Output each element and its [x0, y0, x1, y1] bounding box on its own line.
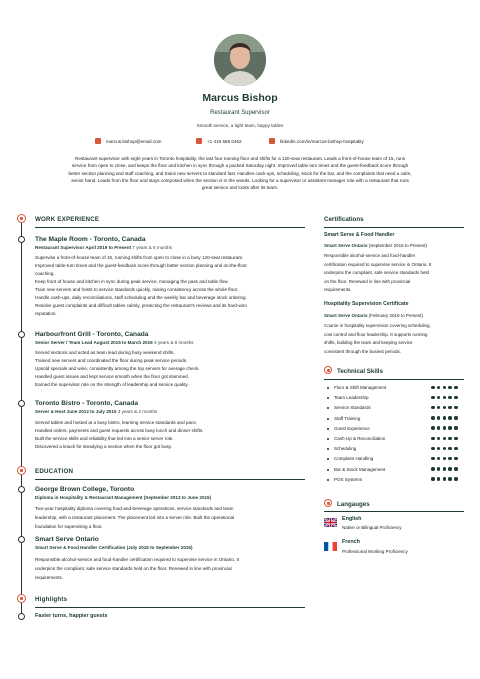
skill-row: [324, 416, 464, 426]
skill-row: [324, 395, 464, 405]
uk-flag-icon: [324, 518, 337, 527]
rating-dot: [448, 386, 452, 390]
bullet-icon: [327, 428, 329, 430]
language-level: Native or Bilingual Proficiency: [342, 525, 402, 530]
skill-name: Bar & Stock Management: [334, 466, 386, 472]
section-title-highlights: Highlights: [35, 596, 68, 603]
section-divider: [324, 379, 464, 380]
rating-dot: [448, 437, 452, 441]
description-line: Earned the supervisor role on the strength of leadership and service quality.: [35, 381, 189, 387]
rating-dot: [437, 467, 441, 471]
section-title-experience: WORK EXPERIENCE: [35, 216, 100, 223]
rating-dot: [454, 477, 458, 481]
school-title: George Brown College, Toronto: [35, 486, 135, 493]
bullet-icon: [327, 397, 329, 399]
job-role-dates: Server & Host June 2012 to July 2015: [35, 409, 117, 414]
description-line: Responsible alcohol-service and food-handler certification required to supervise service in Ontario. It: [35, 557, 240, 562]
job-duration: 7 years & 5 months: [132, 245, 172, 250]
rating-dot: [443, 426, 447, 430]
rating-dot: [443, 457, 447, 461]
rating-dot: [437, 447, 441, 451]
professional-summary: [24, 155, 456, 191]
linkedin-icon: [269, 138, 275, 144]
description-line: certification required to supervise service in Ontario. It: [324, 261, 432, 267]
rating-dot: [443, 447, 447, 451]
language-level: Professional Working Proficiency: [342, 549, 408, 554]
rating-dot: [437, 386, 441, 390]
rating-dot: [437, 416, 441, 420]
job-subtitle: [35, 409, 157, 414]
rating-dot: [448, 447, 452, 451]
description-line: foundation for supervising a floor.: [35, 523, 103, 529]
certification-description: [324, 322, 462, 356]
skill-name: Service Standards: [334, 405, 371, 411]
certification-dates: (September 2015 to Present): [368, 243, 427, 248]
summary-line: better section planning and staff coaching, and trains new servers to standard fast. Handles cash-ups, scheduling, stock for the bar, and the complaints that need a calm,: [68, 170, 412, 176]
description-line: Supervise a front-of-house team of 15, running shifts from open to close in a busy 120-seat restaurant.: [35, 255, 244, 260]
rating-dot: [431, 426, 435, 430]
bullet-icon: [327, 438, 329, 440]
rating-dot: [448, 426, 452, 430]
rating-dot: [443, 467, 447, 471]
section-divider: [35, 607, 305, 608]
tools-icon: [324, 366, 332, 374]
rating-dot: [431, 447, 435, 451]
skill-level-rating: [431, 457, 458, 461]
description-line: shifts, building the team and keeping service: [324, 340, 413, 345]
contact-email[interactable]: [95, 138, 161, 144]
timeline-dot: [18, 236, 25, 243]
certification-title: Hospitality Supervision Certificate: [324, 301, 409, 307]
rating-dot: [454, 396, 458, 400]
degree-subtitle: Smart Serve & Food Handler Certification (July 2015 to September 2015): [35, 545, 193, 550]
timeline-dot: [18, 613, 25, 620]
candidate-tagline: Smooth service, a tight team, happy tables: [196, 123, 284, 128]
bullet-icon: [327, 418, 329, 420]
section-divider: [324, 227, 464, 228]
skill-row: [324, 426, 464, 436]
description-line: coaching.: [35, 270, 55, 276]
description-line: Handle cash-ups, daily reconciliations, staff scheduling and the weekly bar and beverage stock ordering.: [35, 294, 247, 300]
skill-name: Staff Training: [334, 415, 361, 421]
description-line: Responsible alcohol-service and food-handler: [324, 253, 416, 258]
skill-name: Guest Experience: [334, 425, 370, 431]
description-line: Handled orders, payments and guest requests across busy lunch and dinner shifts.: [35, 427, 204, 433]
rating-dot: [431, 386, 435, 390]
bullet-icon: [327, 407, 329, 409]
rating-dot: [431, 437, 435, 441]
ribbon-icon: [17, 594, 26, 603]
skill-name: Complaint Handling: [334, 456, 374, 462]
skill-name: POS Systems: [334, 476, 363, 482]
rating-dot: [431, 396, 435, 400]
education-description: [35, 556, 305, 582]
email-text: marcus.bishop@email.com: [106, 138, 162, 144]
job-subtitle: [35, 340, 194, 345]
rating-dot: [431, 416, 435, 420]
rating-dot: [448, 477, 452, 481]
education-description: [35, 505, 305, 531]
description-line: Built the service skills and reliability that led into a senior server role.: [35, 435, 174, 441]
language-name: English: [342, 516, 362, 522]
skill-row: [324, 405, 464, 415]
rating-dot: [454, 386, 458, 390]
job-duration: 3 years & 2 months: [117, 409, 158, 414]
job-description: [35, 254, 305, 318]
certification-org: Smart Serve Ontario: [324, 243, 368, 248]
section-title-education: EDUCATION: [35, 468, 74, 475]
rating-dot: [448, 406, 452, 410]
description-line: requirements.: [324, 287, 352, 292]
description-line: Resolve guest complaints and difficult tables calmly, protecting the restaurant's reviews and its hard-won: [35, 302, 247, 308]
description-line: underpins the compliant, safe service standards held: [324, 270, 430, 275]
summary-line: service from open to close, and keeps the floor and kitchen in sync through a packed Saturday night. Improved table turn times and the guest-feedback score through: [71, 163, 409, 169]
timeline-line: [21, 218, 22, 618]
rating-dot: [454, 467, 458, 471]
timeline-dot: [18, 536, 25, 543]
summary-line: senior hand. Leads from the floor and stays composed when the section is in the weeds. Looking for a supervisor or assistant-manager role with a restaurant that runs: [71, 177, 409, 183]
section-title-languages: Langauges: [337, 501, 370, 508]
highlight-item: Faster turns, happier guests: [35, 613, 108, 619]
description-line: requirements.: [35, 574, 64, 580]
description-line: cost control and floor leadership. It supports running: [324, 331, 428, 337]
section-title-skills: Technical Skills: [337, 368, 383, 375]
job-role-dates: Senior Server / Team Lead August 2015 to March 2019: [35, 340, 153, 345]
rating-dot: [448, 396, 452, 400]
description-line: Trained new servers and coordinated the floor during peak service periods.: [35, 357, 188, 363]
job-role-dates: Restaurant Supervisor April 2019 to Present: [35, 245, 132, 250]
rating-dot: [454, 416, 458, 420]
rating-dot: [431, 477, 435, 481]
description-line: leadership, with a restaurant placement. The placement led into a server role. Built the operational: [35, 514, 235, 520]
rating-dot: [448, 457, 452, 461]
summary-line: great service and looks after its team.: [201, 185, 279, 191]
rating-dot: [448, 416, 452, 420]
skill-row: [324, 467, 464, 477]
phone-icon: [196, 138, 202, 144]
skill-level-rating: [431, 386, 458, 390]
description-line: Two-year hospitality diploma covering food-and-beverage operations, service standards and team: [35, 506, 234, 511]
rating-dot: [454, 437, 458, 441]
certification-meta: [324, 243, 427, 248]
rating-dot: [437, 406, 441, 410]
bullet-icon: [327, 387, 329, 389]
candidate-role: Restaurant Supervisor: [210, 110, 270, 116]
rating-dot: [437, 437, 441, 441]
school-title: Smart Serve Ontario: [35, 536, 99, 543]
skill-level-rating: [431, 467, 458, 471]
rating-dot: [437, 457, 441, 461]
candidate-name: Marcus Bishop: [202, 92, 278, 104]
description-line: Served tables and hosted at a busy bistro, learning service standards and pace.: [35, 420, 198, 425]
skill-name: Scheduling: [334, 446, 357, 452]
certification-meta: [324, 313, 423, 318]
language-name: French: [342, 539, 360, 545]
job-description: [35, 349, 305, 389]
timeline-dot: [18, 486, 25, 493]
description-line: underpins the compliant, safe service standards held on the floor. Renewed in line with provincial: [35, 565, 232, 571]
contact-linkedin[interactable]: [269, 138, 364, 144]
description-line: Keep front of house and kitchen in sync during peak service, managing the pass and table flow.: [35, 278, 229, 284]
rating-dot: [437, 477, 441, 481]
skill-row: [324, 456, 464, 466]
skill-row: [324, 477, 464, 487]
rating-dot: [431, 406, 435, 410]
certification-dates: (February 2019 to Present): [368, 313, 423, 318]
section-divider: [35, 479, 305, 480]
skill-level-rating: [431, 477, 458, 481]
rating-dot: [454, 406, 458, 410]
skill-name: Team Leadership: [334, 395, 369, 401]
rating-dot: [431, 467, 435, 471]
skill-row: [324, 385, 464, 395]
section-divider: [35, 227, 305, 228]
rating-dot: [443, 416, 447, 420]
description-line: Handled guest issues and kept service smooth when the floor got slammed.: [35, 373, 189, 379]
skill-name: Floor & Shift Management: [334, 385, 387, 390]
job-duration: 3 years & 8 months: [153, 340, 194, 345]
skill-level-rating: [431, 416, 458, 420]
description-line: Served sections and acted as team lead during busy weekend shifts.: [35, 350, 175, 355]
linkedin-text: linkedin.com/in/marcus-bishop-hospitality: [280, 138, 364, 144]
description-line: Upsold specials and wine, consistently among the top servers for average check.: [35, 365, 200, 371]
rating-dot: [443, 396, 447, 400]
rating-dot: [443, 406, 447, 410]
rating-dot: [448, 467, 452, 471]
job-title: Toronto Bistro - Toronto, Canada: [35, 400, 139, 407]
rating-dot: [437, 396, 441, 400]
rating-dot: [443, 386, 447, 390]
description-line: Train new servers and hosts to service standards quickly, raising consistency across the whole floor.: [35, 286, 239, 292]
email-icon: [95, 138, 101, 144]
skill-row: [324, 436, 464, 446]
description-line: Course in hospitality supervision covering scheduling,: [324, 323, 431, 328]
skill-name: Cash-Up & Reconciliation: [334, 436, 386, 441]
profile-photo: [214, 34, 266, 86]
phone-text: +1 416 555 0462: [207, 138, 242, 144]
rating-dot: [454, 447, 458, 451]
certification-title: Smart Serve & Food Handler: [324, 232, 395, 238]
globe-icon: [324, 499, 332, 507]
skill-row: [324, 446, 464, 456]
skill-level-rating: [431, 396, 458, 400]
bullet-icon: [327, 448, 329, 450]
skill-level-rating: [431, 406, 458, 410]
description-line: consistent through the busiest periods.: [324, 348, 402, 354]
description-line: Improved table-turn times and the guest-feedback score through better section planning and on-the-floor: [35, 262, 247, 268]
rating-dot: [443, 437, 447, 441]
contact-phone[interactable]: [196, 138, 242, 144]
certification-description: [324, 252, 462, 295]
section-divider: [324, 511, 464, 512]
certification-org: Smart Serve Ontario: [324, 313, 368, 318]
bullet-icon: [327, 469, 329, 471]
job-description: [35, 419, 305, 451]
summary-line: Restaurant supervisor with eight years in Toronto hospitality, the last four running floor and shifts for a 120-seat restaurant. Leads a front-of-house team of 15, runs: [75, 156, 405, 161]
degree-subtitle: Diploma in Hospitality & Restaurant Management (September 2013 to June 2015): [35, 495, 212, 500]
graduation-cap-icon: [17, 466, 26, 475]
description-line: reputation.: [35, 310, 57, 316]
skill-level-rating: [431, 426, 458, 430]
timeline-dot: [18, 400, 25, 407]
france-flag-icon: [324, 542, 337, 551]
bullet-icon: [327, 458, 329, 460]
description-line: Discovered a knack for steadying a section when the floor got busy.: [35, 443, 173, 449]
skill-level-rating: [431, 447, 458, 451]
job-title: The Maple Room - Toronto, Canada: [35, 236, 146, 243]
timeline-dot: [18, 331, 25, 338]
rating-dot: [431, 457, 435, 461]
rating-dot: [437, 426, 441, 430]
rating-dot: [454, 457, 458, 461]
job-subtitle: [35, 245, 172, 250]
rating-dot: [454, 426, 458, 430]
briefcase-icon: [17, 214, 26, 223]
description-line: on the floor. Renewed in line with provincial: [324, 278, 411, 284]
section-title-certifications: Certifications: [324, 216, 364, 223]
person-photo-icon: [214, 34, 266, 86]
skill-level-rating: [431, 437, 458, 441]
job-title: Harbourfront Grill - Toronto, Canada: [35, 331, 149, 338]
bullet-icon: [327, 479, 329, 481]
rating-dot: [443, 477, 447, 481]
